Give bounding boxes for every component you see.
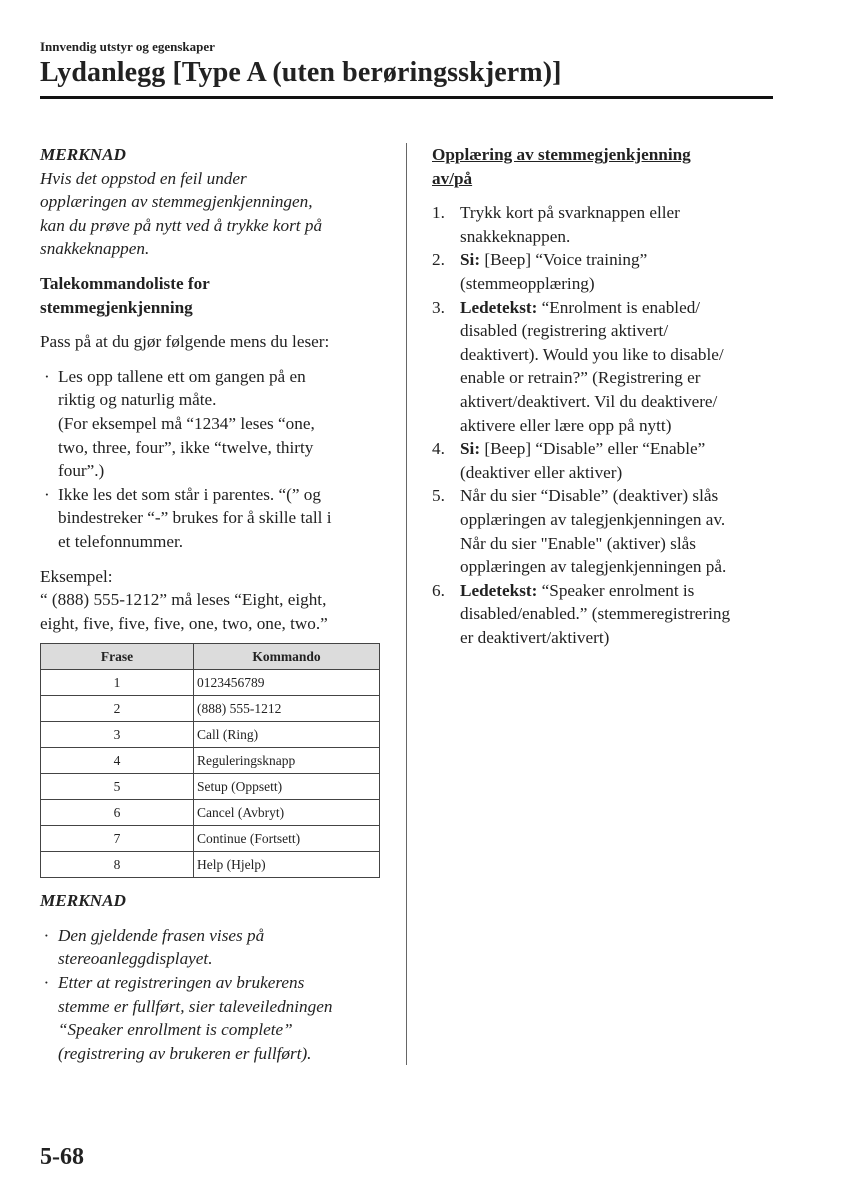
step-line: snakkeknappen. bbox=[460, 226, 571, 246]
step-text: “Enrolment is enabled/ bbox=[541, 297, 701, 317]
page-title: Lydanlegg [Type A (uten berøringsskjerm)] bbox=[40, 57, 562, 88]
table-cell: Continue (Fortsett) bbox=[194, 826, 380, 852]
step-line: er deaktivert/aktivert) bbox=[460, 627, 610, 647]
right-column bbox=[432, 143, 777, 649]
spacer bbox=[40, 554, 380, 565]
bullet-line: Den gjeldende frasen vises på bbox=[58, 925, 265, 945]
step-line bbox=[460, 437, 777, 461]
command-table bbox=[40, 643, 380, 878]
table-row bbox=[41, 670, 380, 696]
step-line bbox=[460, 579, 777, 603]
bullet-icon: · bbox=[44, 973, 49, 993]
table-cell: 8 bbox=[41, 852, 194, 878]
step-line: aktivert/deaktivert. Vil du deaktivere/ bbox=[460, 391, 718, 411]
bullet-line: et telefonnummer. bbox=[58, 531, 184, 551]
spacer bbox=[432, 190, 777, 201]
step-line: disabled/enabled.” (stemmeregistrering bbox=[460, 604, 731, 624]
step-label: Si: bbox=[460, 439, 481, 459]
step-line: Trykk kort på svarknappen eller bbox=[460, 203, 680, 223]
column-divider bbox=[406, 143, 407, 1065]
table-row bbox=[41, 722, 380, 748]
list-item bbox=[40, 365, 380, 483]
step-number: 3. bbox=[432, 297, 445, 317]
bullet-line: Etter at registreringen av brukerens bbox=[58, 973, 305, 993]
section-heading-line: Opplæring av stemmegjenkjenning bbox=[432, 145, 691, 164]
note-heading: MERKNAD bbox=[40, 891, 126, 911]
step-line bbox=[460, 296, 777, 320]
list-item bbox=[40, 924, 380, 971]
step-item bbox=[432, 296, 777, 438]
bullet-line: stereoanleggdisplayet. bbox=[58, 949, 213, 969]
table-cell: Reguleringsknapp bbox=[194, 748, 380, 774]
table-row bbox=[41, 800, 380, 826]
table-row bbox=[41, 774, 380, 800]
left-column bbox=[40, 143, 380, 1065]
title-rule bbox=[40, 96, 773, 99]
step-number: 1. bbox=[432, 203, 445, 223]
step-line: enable or retrain?” (Registrering er bbox=[460, 368, 701, 388]
bullet-line: riktig og naturlig måte. bbox=[58, 390, 217, 410]
spacer bbox=[40, 354, 380, 365]
table-cell: 3 bbox=[41, 722, 194, 748]
table-cell: 7 bbox=[41, 826, 194, 852]
table-cell: 6 bbox=[41, 800, 194, 826]
note-heading: MERKNAD bbox=[40, 145, 126, 164]
table-header-row bbox=[41, 644, 380, 670]
intro-text: Pass på at du gjør følgende mens du leser: bbox=[40, 332, 330, 352]
spacer bbox=[40, 913, 380, 924]
step-line: Når du sier "Enable" (aktiver) slås bbox=[460, 533, 696, 553]
table-row bbox=[41, 826, 380, 852]
step-line: deaktivert). Would you like to disable/ bbox=[460, 344, 724, 364]
section-heading-line: av/på bbox=[432, 168, 473, 188]
step-label: Si: bbox=[460, 250, 481, 270]
table-cell: 2 bbox=[41, 696, 194, 722]
step-line: (stemmeopplæring) bbox=[460, 273, 595, 293]
step-number: 2. bbox=[432, 250, 445, 270]
step-number: 6. bbox=[432, 580, 445, 600]
note-list bbox=[40, 924, 380, 1066]
table-cell: 5 bbox=[41, 774, 194, 800]
step-label: Ledetekst: bbox=[460, 297, 538, 317]
spacer bbox=[40, 319, 380, 330]
bullet-line: (For eksempel må “1234” leses “one, bbox=[58, 413, 315, 433]
table-cell: Cancel (Avbryt) bbox=[194, 800, 380, 826]
bullet-icon: · bbox=[44, 366, 50, 386]
spacer bbox=[40, 878, 380, 889]
table-cell: Setup (Oppsett) bbox=[194, 774, 380, 800]
column-header-kommando: Kommando bbox=[194, 644, 380, 670]
column-header-frase: Frase bbox=[41, 644, 194, 670]
section-label: Innvendig utstyr og egenskaper bbox=[40, 39, 215, 54]
step-number: 4. bbox=[432, 439, 445, 459]
section-heading bbox=[432, 143, 777, 190]
step-line: Når du sier “Disable” (deaktiver) slås bbox=[460, 486, 719, 506]
step-line: opplæringen av talegjenkjenningen på. bbox=[460, 557, 727, 577]
step-line: (deaktiver eller aktiver) bbox=[460, 462, 623, 482]
step-item bbox=[432, 484, 777, 578]
step-line bbox=[460, 248, 777, 272]
table-cell: 4 bbox=[41, 748, 194, 774]
example-line: “ (888) 555-1212” må leses “Eight, eight, bbox=[40, 590, 327, 610]
list-item bbox=[40, 483, 380, 554]
step-item bbox=[432, 579, 777, 650]
step-line: aktivere eller lære opp på nytt) bbox=[460, 415, 672, 435]
table-cell: (888) 555-1212 bbox=[194, 696, 380, 722]
bullet-line: two, three, four”, ikke “twelve, thirty bbox=[58, 437, 314, 457]
bullet-line: Les opp tallene ett om gangen på en bbox=[58, 366, 306, 386]
subheading-line: Talekommandoliste for bbox=[40, 273, 210, 293]
table-row bbox=[41, 696, 380, 722]
bullet-line: “Speaker enrollment is complete” bbox=[58, 1020, 293, 1040]
step-item bbox=[432, 248, 777, 295]
bullet-line: (registrering av brukeren er fullført). bbox=[58, 1043, 312, 1063]
step-number: 5. bbox=[432, 486, 445, 506]
step-text: “Speaker enrolment is bbox=[541, 580, 695, 600]
list-item bbox=[40, 971, 380, 1065]
table-cell: 1 bbox=[41, 670, 194, 696]
step-label: Ledetekst: bbox=[460, 580, 538, 600]
table-row bbox=[41, 852, 380, 878]
table-row bbox=[41, 748, 380, 774]
note-line: snakkeknappen. bbox=[40, 239, 150, 259]
note-line: Hvis det oppstod en feil under bbox=[40, 168, 247, 188]
spacer bbox=[40, 261, 380, 272]
bullet-icon: · bbox=[44, 925, 49, 945]
subheading bbox=[40, 272, 380, 319]
bullet-line: four”.) bbox=[58, 461, 105, 481]
steps-list bbox=[432, 201, 777, 649]
table-cell: Call (Ring) bbox=[194, 722, 380, 748]
page-number: 5-68 bbox=[40, 1144, 84, 1170]
note-text bbox=[40, 167, 380, 261]
instruction-list bbox=[40, 365, 380, 554]
step-item bbox=[432, 201, 777, 248]
step-text: [Beep] “Disable” eller “Enable” bbox=[484, 439, 706, 459]
step-item bbox=[432, 437, 777, 484]
step-text: [Beep] “Voice training” bbox=[484, 250, 648, 270]
table-cell: 0123456789 bbox=[194, 670, 380, 696]
subheading-line: stemmegjenkjenning bbox=[40, 297, 193, 317]
example-label: Eksempel: bbox=[40, 566, 113, 586]
bullet-line: Ikke les det som står i parentes. “(” og bbox=[58, 484, 321, 504]
note-line: opplæringen av stemmegjenkjenningen, bbox=[40, 192, 313, 212]
bullet-icon: · bbox=[44, 484, 50, 504]
table-cell: Help (Hjelp) bbox=[194, 852, 380, 878]
step-line: opplæringen av talegjenkjenningen av. bbox=[460, 509, 726, 529]
bullet-line: stemme er fullført, sier taleveiledningen bbox=[58, 996, 333, 1016]
note-line: kan du prøve på nytt ved å trykke kort på bbox=[40, 215, 323, 235]
example-line: eight, five, five, five, one, two, one, two.” bbox=[40, 613, 328, 633]
step-line: disabled (registrering aktivert/ bbox=[460, 321, 669, 341]
bullet-line: bindestreker “-” brukes for å skille tall i bbox=[58, 508, 332, 528]
